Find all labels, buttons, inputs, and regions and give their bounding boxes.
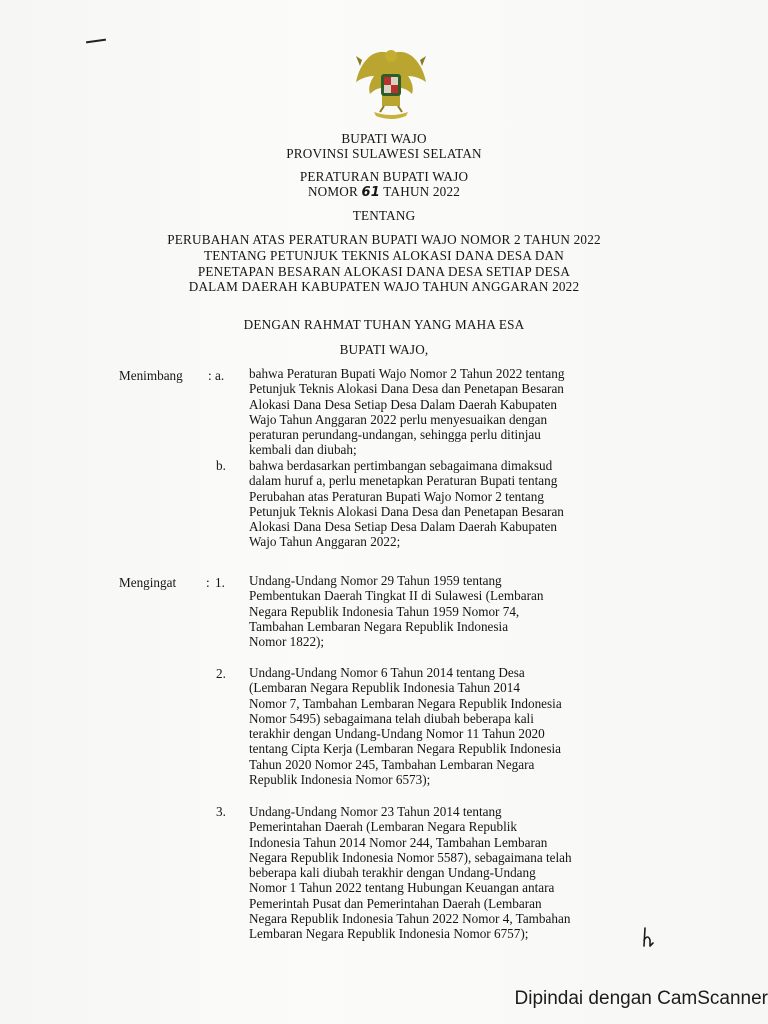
menimbang-item-a xyxy=(249,366,649,458)
mengingat-item-3 xyxy=(249,804,649,942)
text-line: bahwa berdasarkan pertimbangan sebagaimana dimaksud xyxy=(249,458,553,473)
text-line: Pembentukan Daerah Tingkat II di Sulawesi (Lembaran xyxy=(249,588,544,604)
text-line: Negara Republik Indonesia Tahun 1959 Nomor 74, xyxy=(249,603,520,619)
text-line: Nomor 1822); xyxy=(249,634,325,650)
pen-mark xyxy=(86,39,106,44)
text-line: Alokasi Dana Desa Setiap Desa Dalam Daerah Kabupaten xyxy=(249,519,557,535)
item-marker: b. xyxy=(216,458,226,473)
text-line: beberapa kali diubah terakhir dengan Undang-Undang xyxy=(249,865,536,881)
text-line: Nomor 1 Tahun 2022 tentang Hubungan Keuangan antara xyxy=(249,880,555,896)
text-line: tentang Cipta Kerja (Lembaran Negara Republik Indonesia xyxy=(249,741,561,757)
text-line: Nomor 5495) sebagaimana telah diubah beberapa kali xyxy=(249,710,534,726)
mengingat-item-2 xyxy=(249,665,649,787)
number-suffix: TAHUN 2022 xyxy=(383,184,461,199)
paraf-initials xyxy=(641,926,655,948)
about-heading: TENTANG xyxy=(352,208,416,223)
menimbang-label: Menimbang xyxy=(119,368,183,383)
regulation-number xyxy=(0,184,768,201)
text-line: bahwa Peraturan Bupati Wajo Nomor 2 Tahun 2022 tentang xyxy=(249,366,565,381)
garuda-emblem xyxy=(348,46,434,122)
title-line: PERUBAHAN ATAS PERATURAN BUPATI WAJO NOMOR 2 TAHUN 2022 xyxy=(167,232,601,247)
text-line: dalam huruf a, perlu menetapkan Peraturan Bupati tentang xyxy=(249,473,558,489)
title-line: DALAM DAERAH KABUPATEN WAJO TAHUN ANGGARAN 2022 xyxy=(188,279,580,294)
text-line: Indonesia Tahun 2014 Nomor 244, Tambahan Lembaran xyxy=(249,834,548,850)
text-line: Negara Republik Indonesia Nomor 5587), sebagaimana telah xyxy=(249,849,572,865)
issuer-line: BUPATI WAJO xyxy=(341,131,427,146)
title-line: TENTANG PETUNJUK TEKNIS ALOKASI DANA DESA DAN xyxy=(203,248,565,263)
blessing-line: DENGAN RAHMAT TUHAN YANG MAHA ESA xyxy=(243,317,525,332)
item-marker: 3. xyxy=(216,804,226,819)
text-line: Negara Republik Indonesia Tahun 2022 Nomor 4, Tambahan xyxy=(249,911,571,927)
handwritten-number: 61 xyxy=(361,185,381,200)
title-line: PENETAPAN BESARAN ALOKASI DANA DESA SETIAP DESA xyxy=(197,264,571,279)
item-marker: a. xyxy=(215,368,225,383)
regulation-type: PERATURAN BUPATI WAJO xyxy=(299,169,469,184)
text-line: Pemerintah Pusat dan Pemerintahan Daerah (Lembaran xyxy=(249,895,542,911)
mengingat-item-1 xyxy=(249,573,649,649)
text-line: (Lembaran Negara Republik Indonesia Tahun 2014 xyxy=(249,680,520,696)
mengingat-colon: : xyxy=(206,575,210,590)
text-line: Alokasi Dana Desa Setiap Desa Dalam Daerah Kabupaten xyxy=(249,396,557,412)
text-line: Tambahan Lembaran Negara Republik Indonesia xyxy=(249,618,509,634)
item-marker: 2. xyxy=(216,666,226,681)
menimbang-colon: : xyxy=(208,368,212,383)
menimbang-item-b xyxy=(249,458,649,550)
mengingat-label: Mengingat xyxy=(119,575,177,590)
text-line: Tahun 2020 Nomor 245, Tambahan Lembaran Negara xyxy=(249,756,535,772)
text-line: terakhir dengan Undang-Undang Nomor 11 Tahun 2020 xyxy=(249,726,545,742)
text-line: Petunjuk Teknis Alokasi Dana Desa dan Penetapan Besaran xyxy=(249,503,564,519)
text-line: kembali dan diubah; xyxy=(249,442,357,458)
text-line: peraturan perundang-undangan, sehingga perlu ditinjau xyxy=(249,427,541,443)
text-line: Wajo Tahun Anggaran 2022; xyxy=(249,534,401,550)
issuer-address: BUPATI WAJO, xyxy=(339,342,429,357)
number-prefix: NOMOR xyxy=(307,184,359,199)
item-marker: 1. xyxy=(215,575,225,590)
text-line: Nomor 7, Tambahan Lembaran Negara Republik Indonesia xyxy=(249,695,562,711)
text-line: Undang-Undang Nomor 23 Tahun 2014 tentang xyxy=(249,804,502,819)
text-line: Undang-Undang Nomor 29 Tahun 1959 tentang xyxy=(249,573,502,588)
camscanner-watermark: Dipindai dengan CamScanner xyxy=(514,988,768,1009)
text-line: Undang-Undang Nomor 6 Tahun 2014 tentang Desa xyxy=(249,665,525,680)
text-line: Wajo Tahun Anggaran 2022 perlu menyesuaikan dengan xyxy=(249,411,548,427)
text-line: Perubahan atas Peraturan Bupati Wajo Nomor 2 tentang xyxy=(249,488,544,504)
text-line: Republik Indonesia Nomor 6573); xyxy=(249,772,431,788)
province-line: PROVINSI SULAWESI SELATAN xyxy=(286,146,482,161)
text-line: Lembaran Negara Republik Indonesia Nomor 6757); xyxy=(249,926,529,942)
text-line: Pemerintahan Daerah (Lembaran Negara Republik xyxy=(249,819,518,835)
text-line: Petunjuk Teknis Alokasi Dana Desa dan Penetapan Besaran xyxy=(249,381,564,397)
